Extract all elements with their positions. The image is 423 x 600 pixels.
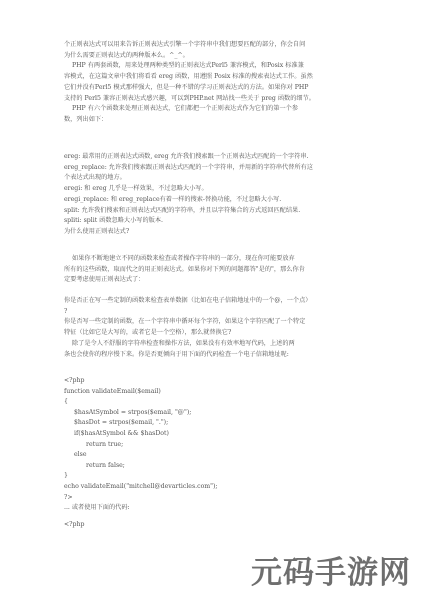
function-item-ereg-replace-cont: 个表达式出现的地方。 [64, 174, 126, 182]
why-line: 定要考虑使用正则表达式了： [64, 276, 145, 284]
code-line-dot: $hasDot = strpos($email, "."); [74, 419, 169, 427]
code-line-at: $hasAtSymbol = strpos($email, "@"); [74, 408, 192, 416]
question-line: ? [64, 307, 68, 315]
code-line-return-true: return true; [86, 440, 124, 448]
function-item-eregi: eregi: 和 ereg 几乎是一样效果，不过忽略大小写。 [64, 185, 208, 193]
code-line-open-2: <?php [64, 520, 85, 528]
intro-section [64, 40, 364, 126]
intro-line: 数，列出如下： [64, 115, 108, 123]
why-line: 所有的这些函数，取而代之的用正则表达式。如果你对下列的问题都答"是的"，那么你肯 [64, 265, 305, 273]
why-line: 如果你不断地建立不同的函数来检查或者操作字符串的一部分，现在你可能要放弃 [72, 255, 295, 262]
why-section [64, 254, 364, 286]
intro-line: PHP 有两套函数，用来处理两种类型的正则表达式Perl5 兼容模式，和Posix 标准兼 [72, 62, 304, 70]
code-line-signature: function validateEmail($email) [64, 387, 161, 395]
code-line-brace-close: } [64, 472, 68, 480]
intro-line: PHP 有六个函数来处理正则表达式，它们都把一个正则表达式作为它们的第一个参 [72, 105, 299, 113]
code-line-close: ?> [64, 493, 73, 501]
intro-line: 支持的 Perl5 兼容正则表达式感兴趣，可以到PHP.net 网站找一些关于 preg 函数的细节。 [64, 94, 315, 102]
question-line: 特征（比如它是大写的，或者它是一个空格），那么就替换它? [64, 329, 232, 337]
question-line: 你是否写一些定制的函数，在一个字符串中循环每个字符，如果这个字符匹配了一个特定 [64, 318, 306, 326]
code-line-or: ... 或者使用下面的代码: [64, 504, 130, 512]
code-line-echo: echo validateEmail("mitchell@devarticles.com"); [64, 482, 218, 490]
code-line-if: if($hasAtSymbol && $hasDot) [74, 429, 169, 437]
code-listing [64, 376, 364, 530]
question-line: 你是否正在写一些定制的函数来检查表单数据（比如在电子信箱地址中的一个@，一个点） [64, 297, 312, 304]
code-line-brace-open: { [64, 398, 68, 406]
function-item-split: split: 允许我们搜索和正则表达式匹配的字符串，并且以字符集合的方式返回匹配结果. [64, 206, 301, 214]
function-item-ereg: ereg: 最常用的正则表达式函数, ereg 允许我们搜索跟一个正则表达式匹配的一个字符串. [64, 153, 309, 160]
section-heading-why: 为什么使用正则表达式? [64, 227, 130, 235]
questions-section [64, 296, 364, 360]
site-watermark: 元码手游网 [251, 555, 411, 591]
function-list [64, 152, 364, 238]
function-item-eregi-replace: eregi_replace: 和 ereg_replace有着一样的搜索-替换功能，不过忽略大小写. [64, 195, 282, 203]
intro-line: 容模式，在这篇文章中我们将看看 ereg 函数，用遵照 Posix 标准的搜索表达式工作。虽然 [64, 73, 313, 81]
intro-line: 它们并没有Perl5 模式那样强大，但是一种不错的学习正则表达式的方法。如果你对 PHP [64, 83, 309, 91]
intro-line: 个正则表达式可以用来告诉正则表达式引擎一个字符串中我们想要匹配的部分，你会自问 [64, 41, 306, 48]
code-line-open: <?php [64, 377, 85, 384]
code-line-else: else [74, 451, 87, 459]
question-line: 除了是令人不舒服的字符串检查和操作方法，如果没有有效率地写代码，上述的两 [72, 339, 295, 347]
intro-line: 为什么需要正则表达式的两种版本么。^_^。 [64, 51, 189, 59]
function-item-spliti: spliti: split 函数忽略大小写的版本. [64, 217, 163, 225]
function-item-ereg-replace: ereg_replace: 允许我们搜索跟正则表达式匹配的一个字符串，并用新的字符串代替所有这 [64, 163, 313, 171]
code-line-return-false: return false; [86, 461, 125, 469]
question-line: 条也会使你的程序慢下来。你是否更倾向于用下面的代码检查一个电子信箱地址呢: [64, 350, 289, 358]
